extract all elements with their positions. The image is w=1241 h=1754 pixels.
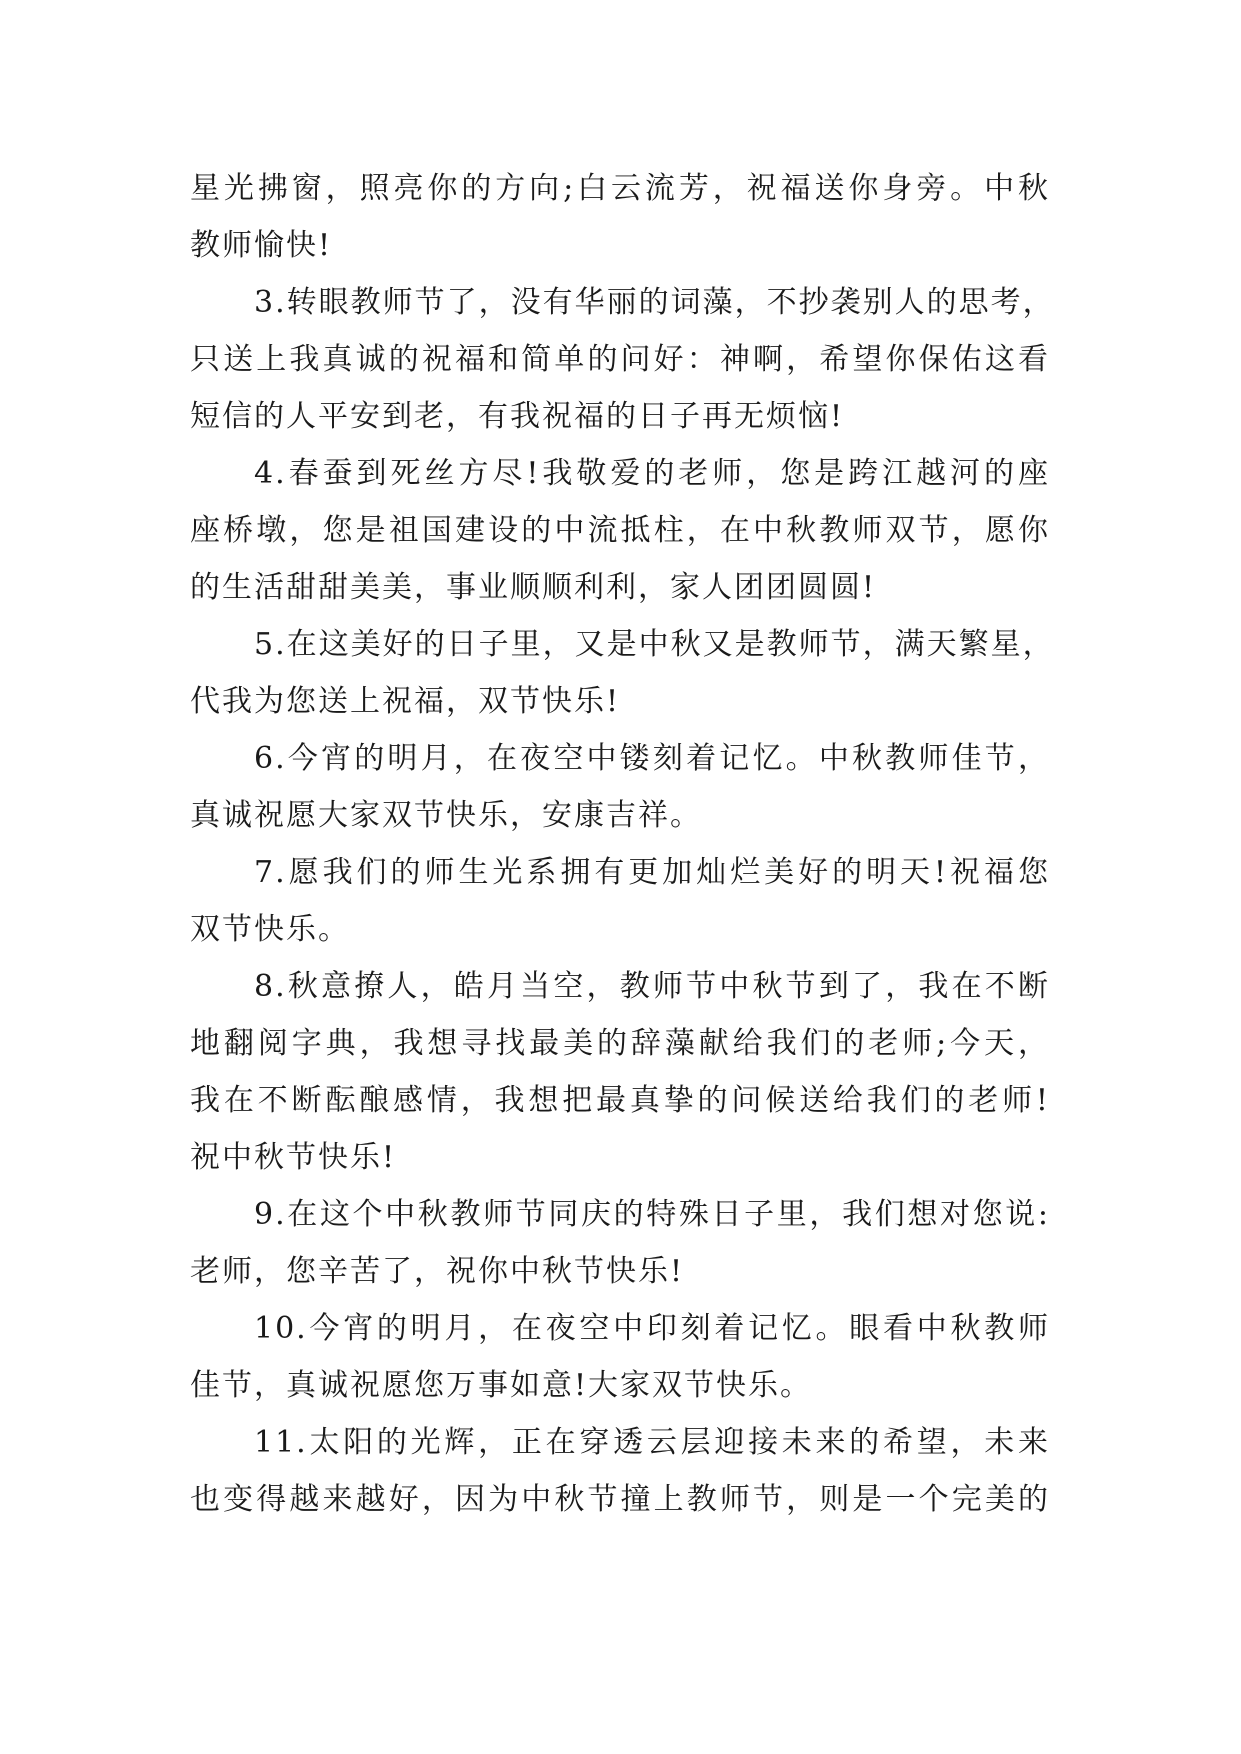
text-line: 祝中秋节快乐!	[190, 1140, 397, 1175]
text-line: 佳节，真诚祝愿您万事如意!大家双节快乐。	[190, 1368, 813, 1403]
text-line: 我在不断酝酿感情，我想把最真挚的问候送给我们的老师!	[190, 1083, 1050, 1118]
text-line: 短信的人平安到老，有我祝福的日子再无烦恼!	[190, 399, 845, 434]
text-line: 代我为您送上祝福，双节快乐!	[190, 684, 621, 719]
text-line: 座桥墩，您是祖国建设的中流抵柱，在中秋教师双节，愿你	[190, 513, 1050, 548]
text-line: 11.太阳的光辉，正在穿透云层迎接未来的希望，未来	[254, 1425, 1050, 1460]
text-line: 只送上我真诚的祝福和简单的问好：神啊，希望你保佑这看	[190, 342, 1050, 377]
text-line: 双节快乐。	[190, 912, 350, 947]
text-line: 4.春蚕到死丝方尽!我敬爱的老师，您是跨江越河的座	[254, 456, 1050, 491]
text-line: 真诚祝愿大家双节快乐，安康吉祥。	[190, 798, 702, 833]
text-line: 也变得越来越好，因为中秋节撞上教师节，则是一个完美的	[190, 1482, 1050, 1517]
text-line: 老师，您辛苦了，祝你中秋节快乐!	[190, 1254, 685, 1289]
text-line: 教师愉快!	[190, 228, 333, 263]
text-line: 10.今宵的明月，在夜空中印刻着记忆。眼看中秋教师	[254, 1311, 1050, 1346]
document-body	[190, 160, 1055, 1528]
text-line: 6.今宵的明月，在夜空中镂刻着记忆。中秋教师佳节，	[254, 741, 1050, 776]
text-line: 7.愿我们的师生光系拥有更加灿烂美好的明天!祝福您	[254, 855, 1050, 890]
text-line: 3.转眼教师节了，没有华丽的词藻，不抄袭别人的思考，	[254, 285, 1055, 320]
text-line: 8.秋意撩人，皓月当空，教师节中秋节到了，我在不断	[254, 969, 1050, 1004]
text-line: 地翻阅字典，我想寻找最美的辞藻献给我们的老师;今天，	[190, 1026, 1050, 1061]
text-line: 星光拂窗，照亮你的方向;白云流芳，祝福送你身旁。中秋	[190, 171, 1050, 206]
text-line: 5.在这美好的日子里，又是中秋又是教师节，满天繁星，	[254, 627, 1055, 662]
text-line: 的生活甜甜美美，事业顺顺利利，家人团团圆圆!	[190, 570, 877, 605]
text-line: 9.在这个中秋教师节同庆的特殊日子里，我们想对您说:	[254, 1197, 1050, 1232]
